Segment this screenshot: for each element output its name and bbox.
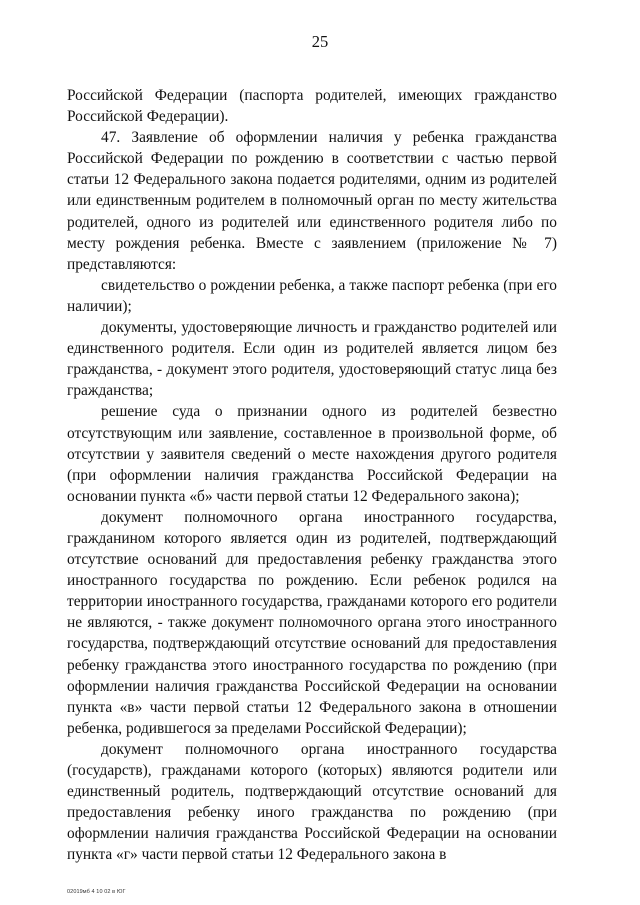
paragraph-court-decision: решение суда о признании одного из родителей безвестно отсутствующим или заявление, составленное в произвольной форме, об отсутствии у заявителя сведений о месте нахождения другого родителя (при оформлении наличия гражданства Российской Федерации на основании пункта «б» части первой статьи 12 Федерального закона); [67, 403, 557, 505]
paragraph-continuation: Российской Федерации (паспорта родителей, имеющих гражданство Российской Федерации). [67, 87, 557, 126]
paragraph-clause-47: 47. Заявление об оформлении наличия у ребенка гражданства Российской Федерации по рождению в соответствии с частью первой статьи 12 Федерального закона подается родителями, одним из родителей или единственным родителем в полномочный орган по месту жительства родителей, одного из родителей или единственного родителя либо по месту рождения ребенка. Вместе с заявлением (приложение № 7) представляются: [67, 129, 557, 273]
document-body [67, 85, 557, 865]
paragraph-foreign-authority-document-2: документ полномочного органа иностранного государства (государств), гражданами которого (которых) являются родители или единственный родитель, подтверждающий отсутствие оснований для предоставления ребенку иного гражданства по рождению (при оформлении наличия гражданства Российской Федерации на основании пункта «г» части первой статьи 12 Федерального закона в [67, 740, 557, 864]
paragraph-identity-documents: документы, удостоверяющие личность и гражданство родителей или единственного родителя. Если один из родителей является лицом без гражданства, - документ этого родителя, удостоверяющий статус лица без гражданства; [67, 319, 557, 400]
paragraph-birth-certificate: свидетельство о рождении ребенка, а также паспорт ребенка (при его наличии); [67, 276, 557, 315]
paragraph-foreign-authority-document: документ полномочного органа иностранного государства, гражданином которого является один из родителей, подтверждающий отсутствие оснований для предоставления ребенку гражданства этого иностранного государства по рождению. Если ребенок родился на территории иностранного государства, гражданами которого его родители не являются, - также документ полномочного органа этого иностранного государства, подтверждающий отсутствие оснований для предоставления ребенку гражданства этого иностранного государства по рождению (при оформлении наличия гражданства Российской Федерации на основании пункта «в» части первой статьи 12 Федерального закона в отношении ребенка, родившегося за пределами Российской Федерации); [67, 508, 557, 737]
footer-code: 02019мб 4 10 02 в ЮГ [67, 889, 126, 895]
page-number: 25 [311, 32, 329, 51]
